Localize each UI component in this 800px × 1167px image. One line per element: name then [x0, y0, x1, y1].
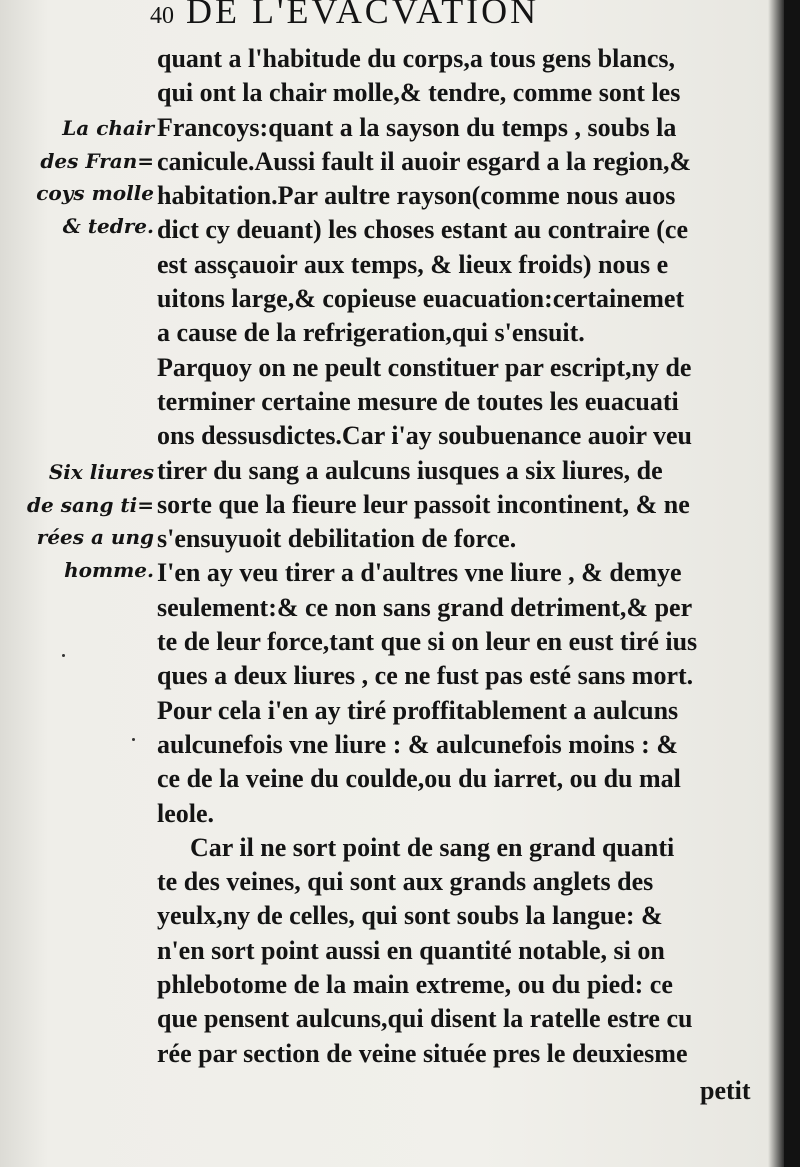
text-line: ques a deux liures , ce ne fust pas esté sans mort.	[157, 661, 694, 691]
text-line: tirer du sang a aulcuns iusques a six liures, de	[157, 455, 663, 485]
text-line: Francoys:quant a la sayson du temps , soubs la	[157, 112, 677, 142]
text-line: yeulx,ny de celles, qui sont soubs la langue: &	[157, 901, 663, 931]
text-line: Car il ne sort point de sang en grand quanti	[190, 832, 675, 862]
text-line: dict cy deuant) les choses estant au contraire (ce	[157, 215, 688, 245]
text-line: aulcunefois vne liure : & aulcunefois moins : &	[157, 729, 678, 759]
margin-note-line: des Fran=	[40, 148, 154, 173]
margin-note-line: coys molle	[36, 181, 154, 205]
text-line: rée par section de veine située pres le deuxiesme	[157, 1038, 688, 1068]
text-line: uitons large,& copieuse euacuation:certainemet	[157, 284, 685, 314]
text-line: quant a l'habitude du corps,a tous gens blancs,	[157, 44, 675, 73]
text-line: te de leur force,tant que si on leur en eust tiré ius	[157, 627, 698, 657]
margin-note-line: & tedre.	[62, 213, 154, 238]
margin-note-line: rées a ung	[36, 525, 154, 549]
text-line: I'en ay veu tirer a d'aultres vne liure , & demye	[157, 558, 682, 588]
margin-note-chair	[26, 112, 154, 242]
text-line: a cause de la refrigeration,qui s'ensuit.	[157, 318, 585, 348]
catchword: petit	[700, 1076, 751, 1105]
text-line: s'ensuyuoit debilitation de force.	[157, 524, 517, 554]
text-line: canicule.Aussi fault il auoir esgard a la region,&	[157, 146, 692, 176]
paper-speck	[62, 654, 65, 657]
text-line: que pensent aulcuns,qui disent la ratelle estre cu	[157, 1004, 693, 1034]
paper-speck	[132, 738, 135, 741]
text-line: ce de la veine du coulde,ou du iarret, ou du mal	[157, 764, 681, 794]
text-line: Pour cela i'en ay tiré proffitablement a aulcuns	[157, 695, 679, 725]
page-number: 40	[150, 3, 174, 29]
running-title: DE L'EVACVATION	[186, 0, 540, 31]
page-header	[150, 0, 539, 32]
text-line: qui ont la chair molle,& tendre, comme sont les	[157, 78, 681, 108]
margin-note-six-liures	[26, 456, 154, 586]
text-line: habitation.Par aultre rayson(comme nous auos	[157, 181, 676, 211]
text-line: seulement:& ce non sans grand detriment,& per	[157, 592, 693, 622]
text-line: Parquoy on ne peult constituer par escript,ny de	[157, 352, 692, 382]
text-line: sorte que la fieure leur passoit incontinent, & ne	[157, 489, 690, 519]
text-line: n'en sort point aussi en quantité notable, si on	[157, 935, 665, 965]
body-text	[157, 42, 769, 1071]
text-line: te des veines, qui sont aux grands anglets des	[157, 867, 654, 897]
text-line: leole.	[157, 798, 215, 828]
margin-note-line: La chair	[62, 116, 154, 140]
margin-note-line: homme.	[64, 557, 154, 582]
text-line: phlebotome de la main extreme, ou du pied: ce	[157, 970, 673, 1000]
book-spine-shadow	[784, 0, 800, 1167]
text-line: ons dessusdictes.Car i'ay soubuenance auoir veu	[157, 421, 693, 451]
text-line: terminer certaine mesure de toutes les euacuati	[157, 386, 679, 416]
margin-note-line: Six liures	[48, 460, 154, 484]
text-line: est assçauoir aux temps, & lieux froids) nous e	[157, 249, 669, 279]
margin-note-line: de sang ti=	[27, 492, 154, 517]
